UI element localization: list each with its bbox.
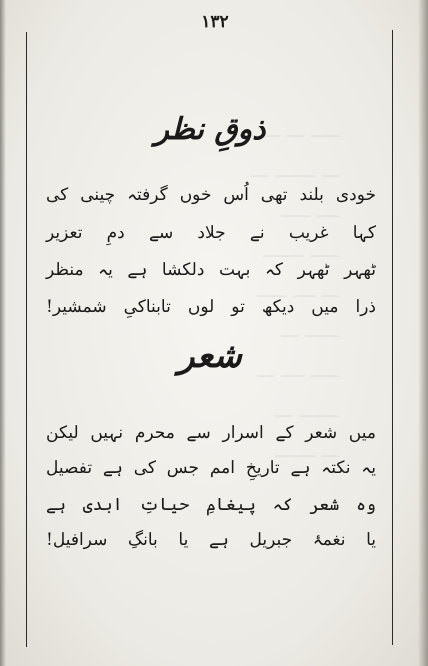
verse-line: یہ نکتہ ہے تاریخِ امم جس کی ہے تفصیل [46, 458, 376, 478]
poem-title-sher: شعر [178, 336, 242, 376]
verse-line: ذرا میں دیکھ تو لوں تابناکیِ شمشیر! [46, 297, 376, 317]
verse-line: کہا غریب نے جلاد سے دمِ تعزیر [46, 223, 376, 243]
show-through-text: ـــــ ـــ ــــــ ـــ ـــــــ ـــ ــــ ـــــ ـــــ ـــــــ ـــ ــــ ـــــ ــــــ ـــ ـــــ ــــ ـــ ـــــــ ـــ ـــ ـــــــ [245, 118, 340, 462]
verse-line: میں شعر کے اسرار سے محرم نہیں لیکن [46, 423, 376, 443]
left-margin-rule [26, 32, 27, 647]
verse-line: ٹھہر ٹھہر کہ بہت دلکشا ہے یہ منظر [46, 260, 376, 280]
verse-line: خودی بلند تھی اُس خوں گرفتہ چینی کی [46, 185, 376, 205]
scan-edge-left [0, 0, 6, 666]
poem-title-zauq-e-nazar: ذوقِ نظر [154, 112, 266, 147]
right-margin-rule [392, 30, 393, 645]
verse-line: یا نغمۂ جبریل ہے یا بانگِ سرافیل! [46, 530, 376, 550]
page-number: ۱۳۲ [201, 12, 229, 32]
scan-edge-right [418, 0, 428, 666]
verse-line: وہ شعر کہ پیغامِ حیاتِ ابدی ہے [46, 495, 376, 515]
